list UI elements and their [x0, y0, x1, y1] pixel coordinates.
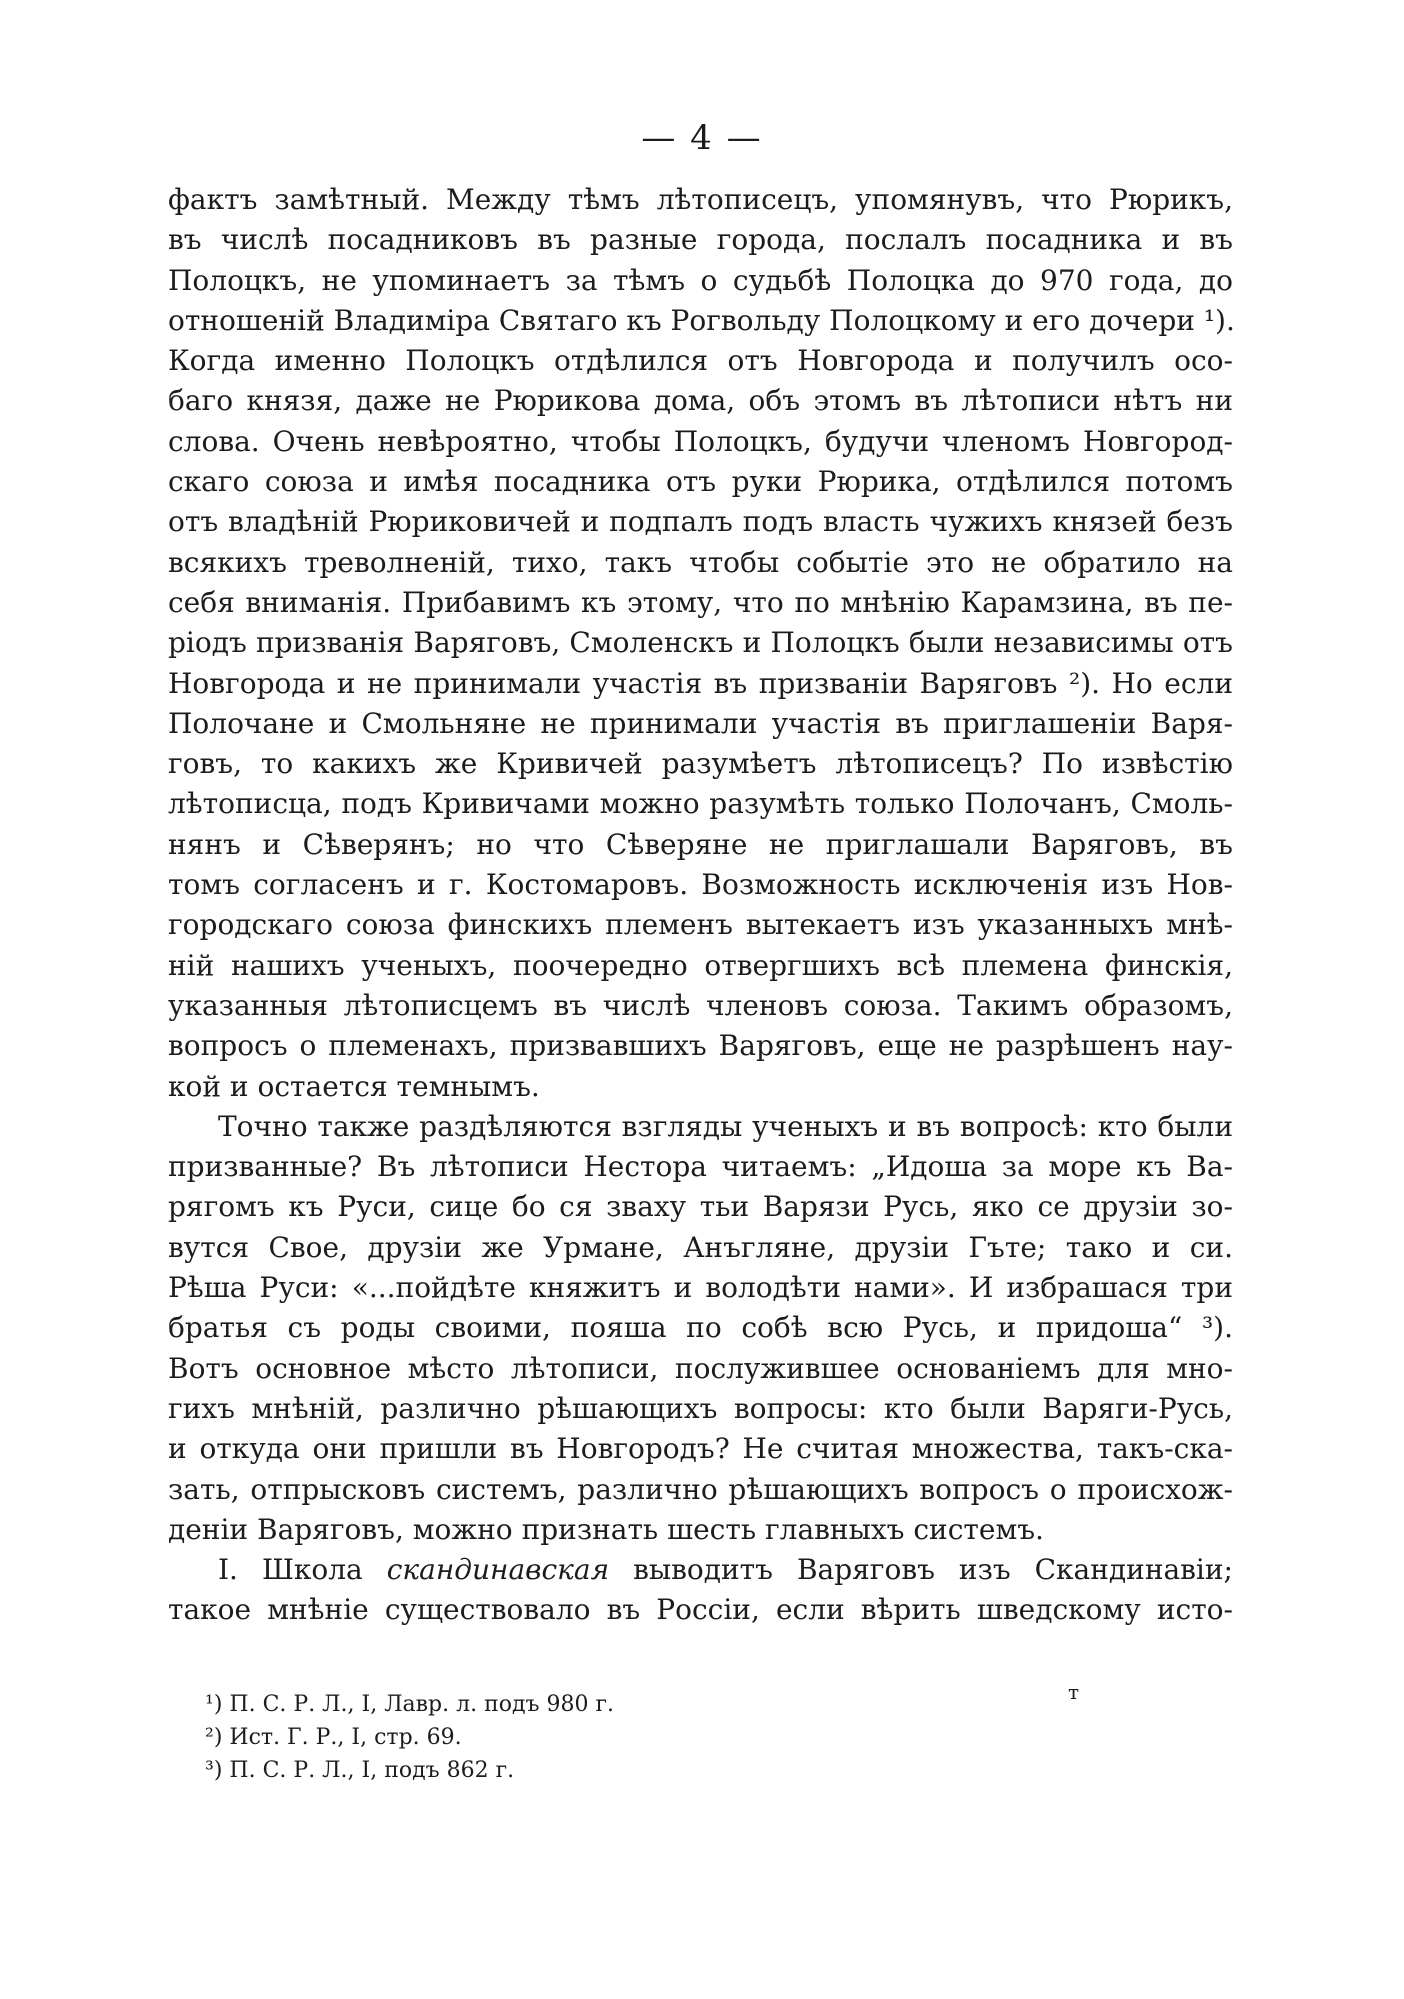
text-line: слова. Очень невѣроятно, чтобы Полоцкъ, будучи членомъ Новгород-	[168, 424, 1233, 458]
text-line: Новгорода и не принимали участія въ призваніи Варяговъ ²). Но если	[168, 666, 1233, 700]
text-line: Когда именно Полоцкъ отдѣлился отъ Новгорода и получилъ осо-	[168, 344, 1233, 378]
text-line: себя вниманія. Прибавимъ къ этому, что по мнѣнію Карамзина, въ пе-	[168, 585, 1233, 619]
footnote: ²) Ист. Г. Р., I, стр. 69.	[205, 1725, 462, 1750]
text-line: отъ владѣній Рюриковичей и подпалъ подъ власть чужихъ князей безъ	[168, 505, 1233, 539]
margin-mark: т	[1068, 1680, 1080, 1704]
page-number: — 4 —	[641, 118, 763, 158]
text-line: Рѣша Руси: «...пойдѣте княжитъ и володѣти нами». И избрашася три	[168, 1271, 1233, 1305]
text-line: ній нашихъ ученыхъ, поочередно отвергшихъ всѣ племена финскія,	[168, 948, 1233, 982]
text-line: всякихъ треволненій, тихо, такъ чтобы событіе это не обратило на	[168, 545, 1233, 579]
footnote: ¹) П. С. Р. Л., I, Лавр. л. подъ 980 г.	[205, 1692, 615, 1717]
text-line: Полочане и Смольняне не принимали участія въ приглашеніи Варя-	[168, 706, 1233, 740]
emphasis: скандинавская	[386, 1553, 610, 1587]
text-line: баго князя, даже не Рюрикова дома, объ этомъ въ лѣтописи нѣтъ ни	[168, 384, 1233, 418]
footnotes	[205, 1688, 1105, 1787]
text-line: лѣтописца, подъ Кривичами можно разумѣть только Полочанъ, Смоль-	[168, 787, 1233, 821]
body-text	[168, 180, 1233, 1631]
text-line: Точно также раздѣляются взгляды ученыхъ и въ вопросѣ: кто были	[218, 1109, 1233, 1143]
text-line: кой и остается темнымъ.	[168, 1069, 540, 1103]
text-line: и откуда они пришли въ Новгородъ? Не считая множества, такъ-ска-	[168, 1432, 1233, 1466]
text-line: скаго союза и имѣя посадника отъ руки Рюрика, отдѣлился потомъ	[168, 465, 1233, 499]
text-line: I. Школа скандинавская выводитъ Варяговъ изъ Скандинавіи;	[218, 1553, 1233, 1587]
text-line: въ числѣ посадниковъ въ разные города, послалъ посадника и въ	[168, 223, 1233, 257]
text-line: нянъ и Сѣверянъ; но что Сѣверяне не приглашали Варяговъ, въ	[168, 827, 1233, 861]
text-line: призванные? Въ лѣтописи Нестора читаемъ: „Идоша за море къ Ва-	[168, 1150, 1233, 1184]
text-line: фактъ замѣтный. Между тѣмъ лѣтописецъ, упомянувъ, что Рюрикъ,	[168, 183, 1233, 216]
text-line: зать, отпрысковъ системъ, различно рѣшающихъ вопросъ о происхож-	[168, 1472, 1233, 1506]
text-line: рягомъ къ Руси, сице бо ся зваху тьи Варязи Русь, яко се друзіи зо-	[168, 1190, 1233, 1224]
text-line: братья съ роды своими, пояша по собѣ всю Русь, и придоша“ ³).	[168, 1311, 1233, 1345]
text-line: отношеній Владиміра Святаго къ Рогвольду Полоцкому и его дочери ¹).	[168, 303, 1235, 337]
text-line: деніи Варяговъ, можно признать шесть главныхъ системъ.	[168, 1512, 1044, 1546]
text-line: гихъ мнѣній, различно рѣшающихъ вопросы: кто были Варяги-Русь,	[168, 1391, 1233, 1425]
text-line: томъ согласенъ и г. Костомаровъ. Возможность исключенія изъ Нов-	[168, 868, 1233, 902]
text-line: Вотъ основное мѣсто лѣтописи, послужившее основаніемъ для мно-	[168, 1351, 1233, 1385]
text-line: такое мнѣніе существовало въ Россіи, если вѣрить шведскому исто-	[168, 1593, 1233, 1627]
text-line: говъ, то какихъ же Кривичей разумѣетъ лѣтописецъ? По извѣстію	[168, 747, 1233, 781]
text-line: вопросъ о племенахъ, призвавшихъ Варяговъ, еще не разрѣшенъ нау-	[168, 1029, 1233, 1063]
text-line: Полоцкъ, не упоминаетъ за тѣмъ о судьбѣ Полоцка до 970 года, до	[168, 263, 1233, 297]
text-line: указанныя лѣтописцемъ въ числѣ членовъ союза. Такимъ образомъ,	[168, 988, 1233, 1022]
text-line: ріодъ призванія Варяговъ, Смоленскъ и Полоцкъ были независимы отъ	[168, 626, 1233, 660]
footnote: ³) П. С. Р. Л., I, подъ 862 г.	[205, 1758, 515, 1783]
text-line: городскаго союза финскихъ племенъ вытекаетъ изъ указанныхъ мнѣ-	[168, 908, 1233, 942]
text-line: вутся Свое, друзіи же Урмане, Анъгляне, друзіи Гъте; тако и си.	[168, 1230, 1233, 1264]
